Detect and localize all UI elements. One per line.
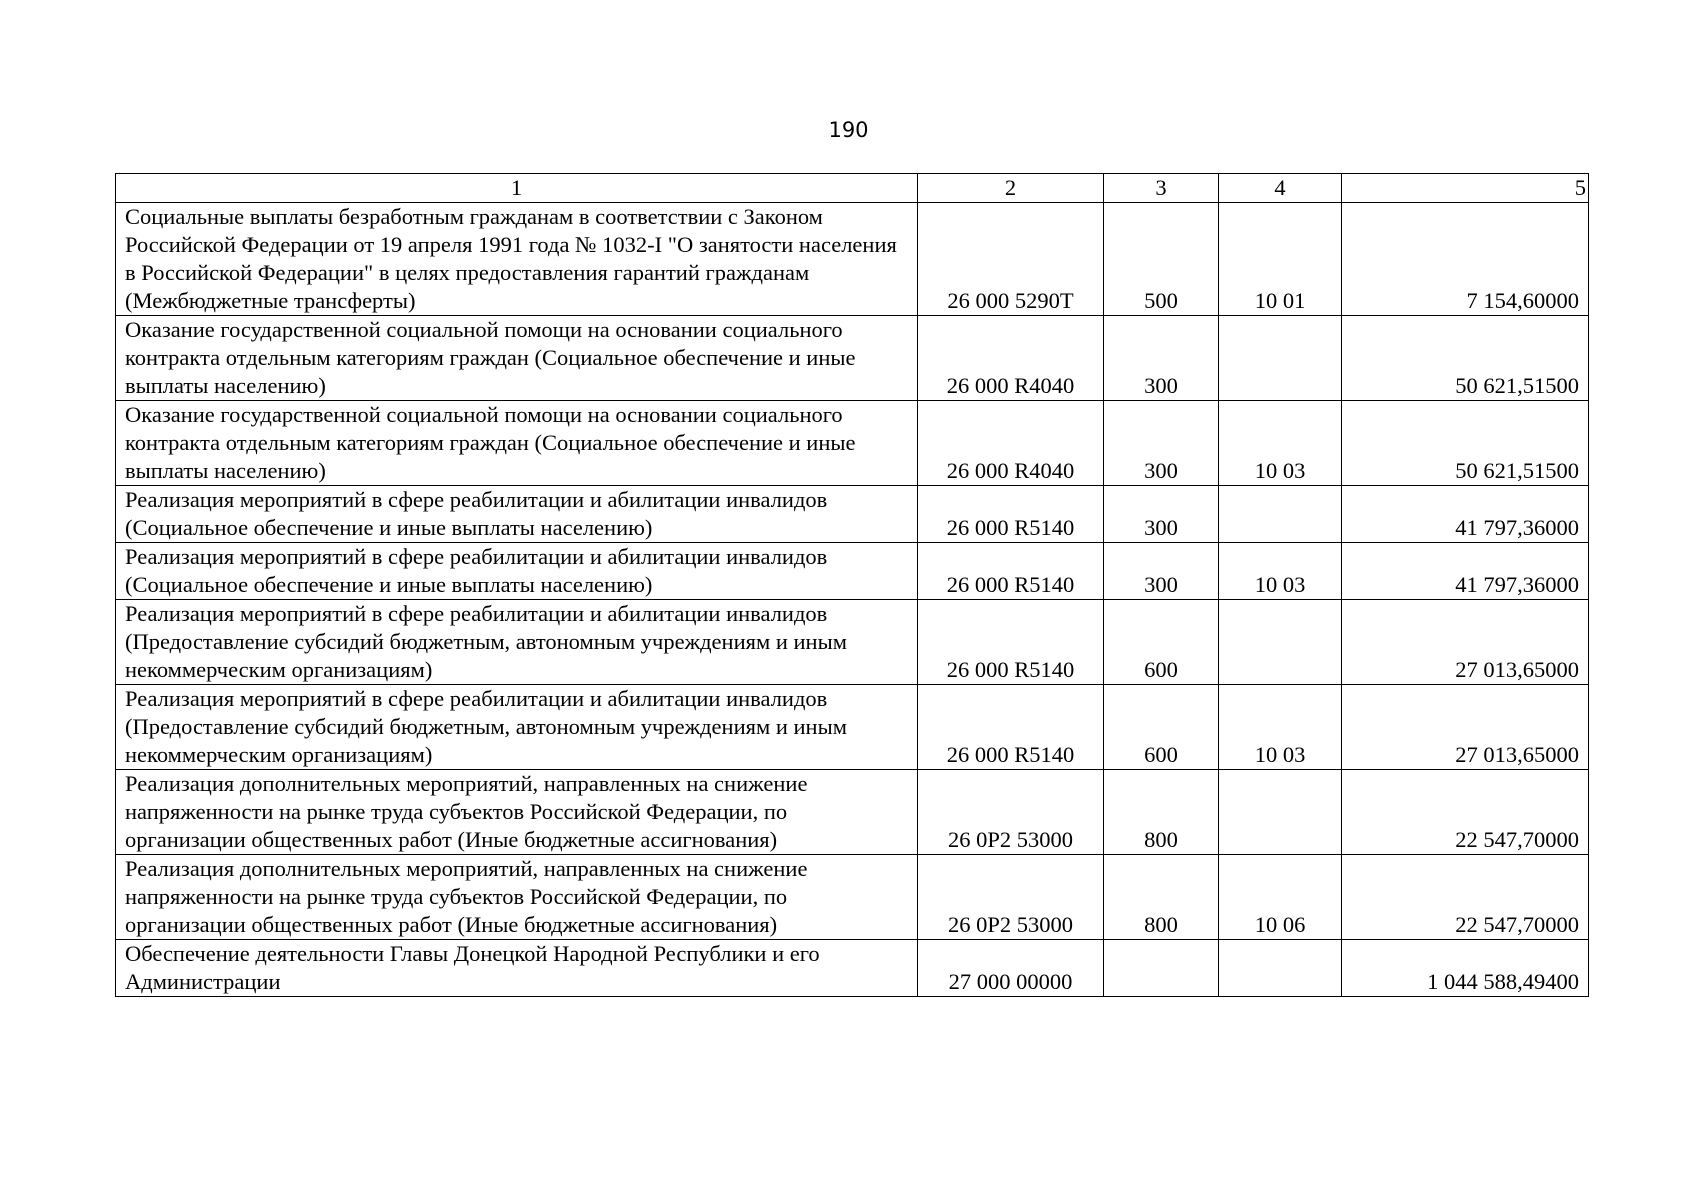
row-name: Оказание государственной социальной помощи на основании социального контракта отдельным категориям граждан (Социальное обеспечение и иные выплаты населению) [116,401,918,486]
row-name: Реализация мероприятий в сфере реабилитации и абилитации инвалидов (Предоставление субсидий бюджетным, автономным учреждениям и иным некоммерческим организациям) [116,685,918,770]
row-amount: 1 044 588,49400 [1342,940,1589,997]
row-type: 800 [1104,770,1219,855]
row-name: Обеспечение деятельности Главы Донецкой Народной Республики и его Администрации [116,940,918,997]
row-code: 26 0Р2 53000 [918,855,1104,940]
row-amount: 22 547,70000 [1342,855,1589,940]
row-section [1219,316,1342,401]
table-row [116,486,1589,543]
table-row [116,855,1589,940]
row-amount: 41 797,36000 [1342,543,1589,600]
header-row [116,174,1589,203]
row-amount: 27 013,65000 [1342,685,1589,770]
row-code: 26 000 R5140 [918,486,1104,543]
row-code: 26 000 R4040 [918,401,1104,486]
row-name: Реализация мероприятий в сфере реабилитации и абилитации инвалидов (Предоставление субсидий бюджетным, автономным учреждениям и иным некоммерческим организациям) [116,600,918,685]
row-code: 26 0Р2 53000 [918,770,1104,855]
row-code: 27 000 00000 [918,940,1104,997]
row-section [1219,600,1342,685]
row-section [1219,770,1342,855]
row-code: 26 000 5290Т [918,203,1104,316]
row-type: 600 [1104,685,1219,770]
row-type: 500 [1104,203,1219,316]
row-code: 26 000 R4040 [918,316,1104,401]
row-code: 26 000 R5140 [918,543,1104,600]
row-section: 10 03 [1219,685,1342,770]
row-section [1219,486,1342,543]
row-type: 300 [1104,401,1219,486]
table-row [116,685,1589,770]
row-type: 300 [1104,316,1219,401]
row-amount: 27 013,65000 [1342,600,1589,685]
row-amount: 22 547,70000 [1342,770,1589,855]
row-code: 26 000 R5140 [918,600,1104,685]
header-cell-2: 2 [918,174,1104,203]
header-cell-5: 5 [1342,174,1589,203]
row-type: 300 [1104,543,1219,600]
table-row [116,401,1589,486]
row-type: 800 [1104,855,1219,940]
row-name: Социальные выплаты безработным гражданам в соответствии с Законом Российской Федерации от 19 апреля 1991 года № 1032-I "О занятости населения в Российской Федерации" в целях предоставления гарантий гражданам (Межбюджетные трансферты) [116,203,918,316]
row-code: 26 000 R5140 [918,685,1104,770]
row-amount: 50 621,51500 [1342,316,1589,401]
table-row [116,316,1589,401]
row-amount: 7 154,60000 [1342,203,1589,316]
row-type [1104,940,1219,997]
row-section: 10 03 [1219,401,1342,486]
table-row [116,770,1589,855]
table-row [116,203,1589,316]
row-section: 10 06 [1219,855,1342,940]
row-section: 10 01 [1219,203,1342,316]
table-row [116,600,1589,685]
table-row [116,543,1589,600]
row-name: Реализация дополнительных мероприятий, направленных на снижение напряженности на рынке труда субъектов Российской Федерации, по организации общественных работ (Иные бюджетные ассигнования) [116,855,918,940]
header-cell-4: 4 [1219,174,1342,203]
row-name: Реализация дополнительных мероприятий, направленных на снижение напряженности на рынке труда субъектов Российской Федерации, по организации общественных работ (Иные бюджетные ассигнования) [116,770,918,855]
header-cell-1: 1 [116,174,918,203]
row-type: 300 [1104,486,1219,543]
row-type: 600 [1104,600,1219,685]
row-amount: 50 621,51500 [1342,401,1589,486]
row-name: Реализация мероприятий в сфере реабилитации и абилитации инвалидов (Социальное обеспечение и иные выплаты населению) [116,486,918,543]
row-section [1219,940,1342,997]
row-amount: 41 797,36000 [1342,486,1589,543]
row-name: Оказание государственной социальной помощи на основании социального контракта отдельным категориям граждан (Социальное обеспечение и иные выплаты населению) [116,316,918,401]
row-section: 10 03 [1219,543,1342,600]
page-number: 190 [828,118,869,142]
budget-table [115,173,1589,997]
header-cell-3: 3 [1104,174,1219,203]
row-name: Реализация мероприятий в сфере реабилитации и абилитации инвалидов (Социальное обеспечение и иные выплаты населению) [116,543,918,600]
table-row [116,940,1589,997]
